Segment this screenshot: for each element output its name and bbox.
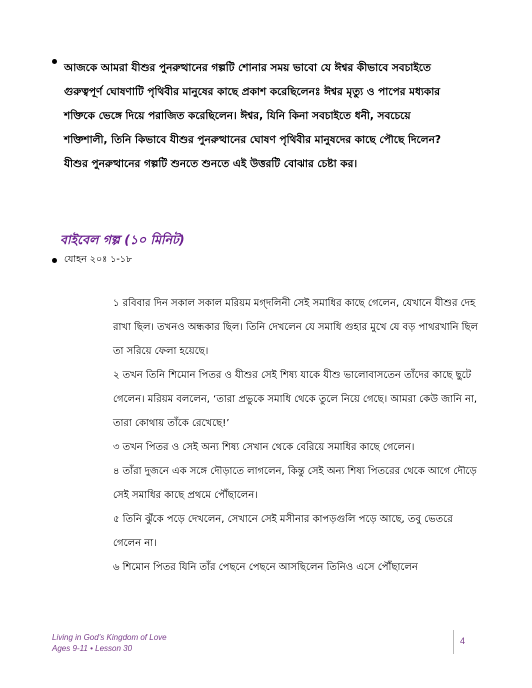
bullet-icon bbox=[52, 258, 57, 263]
footer-subtitle: Ages 9-11 • Lesson 30 bbox=[52, 644, 133, 653]
footer-title: Living in God’s Kingdom of Love bbox=[52, 633, 167, 642]
verse-1: ১ রবিবার দিন সকাল সকাল মরিয়ম মগ্‌দলিনী সেই সমাধির কাছে গেলেন, যেখানে যীশুর দেহ রাখা ছিল। তখনও অন্ধকার ছিল। তিনি দেখলেন যে সমাধি গুহার মুখে যে বড় পাথরখানি ছিল তা সরিয়ে ফেলা হয়েছে। bbox=[113, 298, 479, 357]
page-number: 4 bbox=[460, 636, 466, 646]
verse-3: ৩ তখন পিতর ও সেই অন্য শিষ্য সেখান থেকে বেরিয়ে সমাধির কাছে গেলেন। bbox=[113, 442, 415, 453]
bullet-icon bbox=[52, 59, 57, 64]
verse-6: ৬ শিমোন পিতর যিনি তাঁর পেছনে পেছনে আসছিলেন তিনিও এসে পৌঁছালেন bbox=[113, 562, 418, 573]
intro-bullet bbox=[64, 56, 456, 176]
verse-4: ৪ তাঁরা দুজনে এক সঙ্গে দৌড়াতে লাগলেন, কিন্তু সেই অন্য শিষ্য পিতরের থেকে আগে দৌড়ে সেই সমাধির কাছে প্রথমে পৌঁছালেন। bbox=[113, 466, 477, 501]
scripture-reference-item bbox=[64, 253, 132, 268]
verse-5: ৫ তিনি ঝুঁকে পড়ে দেখলেন, সেখানে সেই মসীনার কাপড়গুলি পড়ে আছে, তবু ভেতরে গেলেন না। bbox=[113, 514, 453, 549]
verse-2: ২ তখন তিনি শিমোন পিতর ও যীশুর সেই শিষ্য যাকে যীশু ভালোবাসতেন তাঁদের কাছে ছুটে গেলেন। মরিয়ম বললেন, ‘তারা প্রভুকে সমাধি থেকে তুলে নিয়ে গেছে। আমরা কেউ জানি না, তারা কোথায় তাঁকে রেখেছে!’ bbox=[113, 370, 478, 429]
section-heading: বাইবেল গল্প (১০ মিনিট) bbox=[60, 232, 185, 247]
footer-divider bbox=[453, 630, 454, 654]
scripture-passage bbox=[113, 292, 483, 580]
intro-paragraph: আজকে আমরা যীশুর পুনরুত্থানের গল্পটি শোনার সময় ভাবো যে ঈশ্বর কীভাবে সবচাইতে গুরুত্বপূর্ণ ঘোষণাটি পৃথিবীর মানুষের কাছে প্রকাশ করেছিলেনঃ ঈশ্বর মৃত্যু ও পাপের মধ্যকার শক্তিকে ভেঙ্গে দিয়ে পরাজিত করেছিলেন। ঈশ্বর, যিনি কিনা সবচাইতে ধনী, সবচেয়ে শক্তিশালী, তিনি কিভাবে যীশুর পুনরুত্থানের ঘোষণ পৃথিবীর মানুষদের কাছে পৌছে দিলেন? যীশুর পুনরুত্থানের গল্পটি শুনতে শুনতে এই উত্তরটি বোঝার চেষ্টা কর। bbox=[64, 62, 441, 170]
footer bbox=[52, 632, 167, 654]
scripture-reference: যোহন ২০ঃ ১-১৮ bbox=[64, 254, 133, 265]
